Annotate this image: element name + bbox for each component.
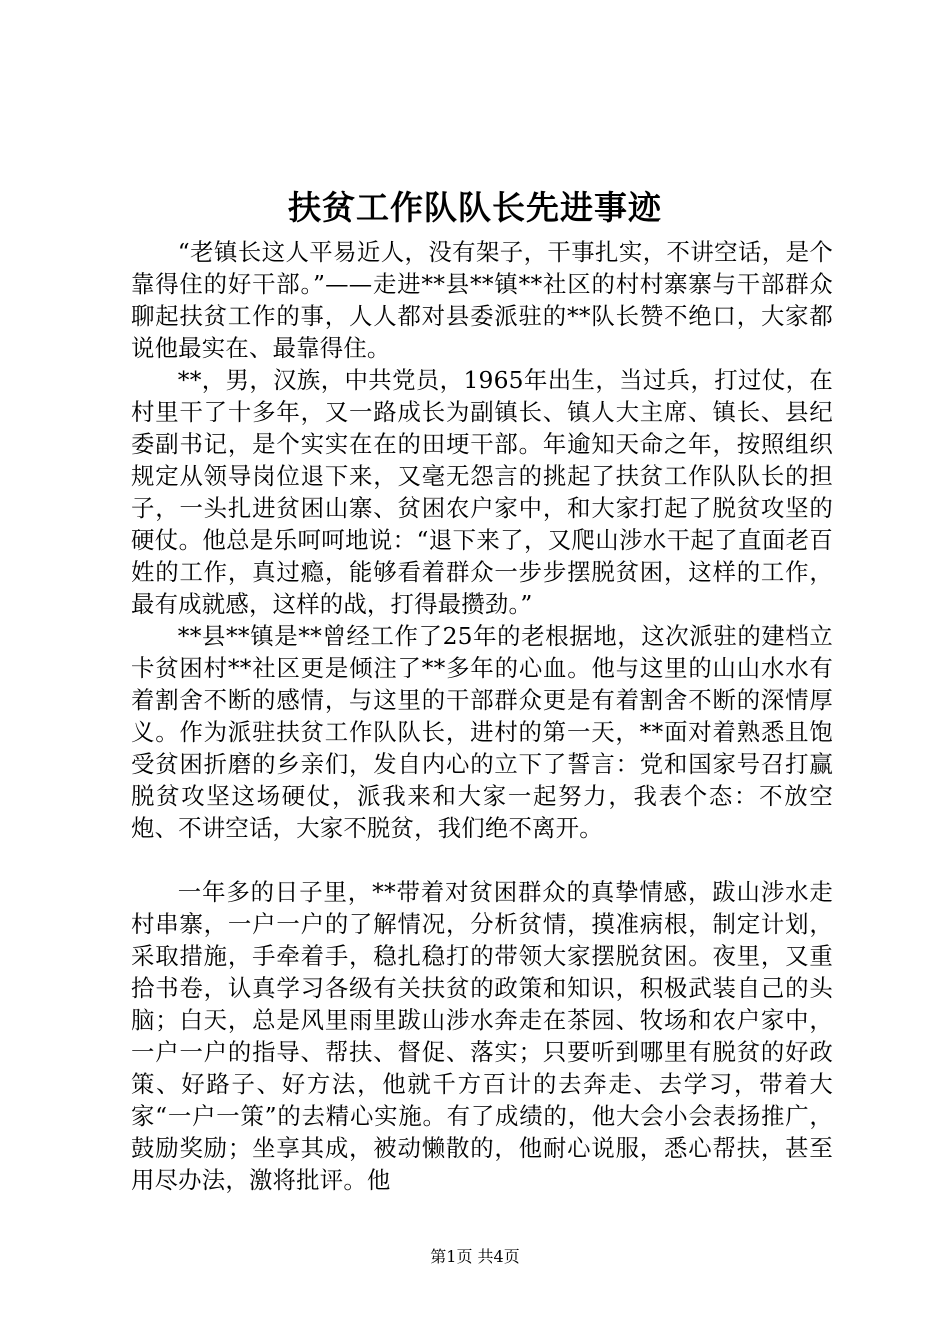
page-number-footer: 第1页 共4页 — [430, 1247, 520, 1266]
document-title: 扶贫工作队队长先进事迹 — [288, 188, 662, 227]
paragraph-4: 一年多的日子里，**带着对贫困群众的真挚情感，跋山涉水走村串寨，一户一户的了解情况，分析贫情，摸准病根，制定计划，采取措施，手牵着手，稳扎稳打的带领大家摆脱贫困。夜里，又重拾书卷，认真学习各级有关扶贫的政策和知识，积极武装自己的头脑；白天，总是风里雨里跋山涉水奔走在茶园、牧场和农户家中，一户一户的指导、帮扶、督促、落实；只要听到哪里有脱贫的好政策、好路子、好方法，他就千方百计的去奔走、去学习，带着大家“一户一策”的去精心实施。有了成绩的，他大会小会表扬推广，鼓励奖励；坐享其成，被动懒散的，他耐心说服，悉心帮扶，甚至用尽办法，激将批评。他 — [131, 878, 833, 1194]
paragraph-1: “老镇长这人平易近人，没有架子，干事扎实，不讲空话，是个靠得住的好干部。”——走进**县**镇**社区的村村寨寨与干部群众聊起扶贫工作的事，人人都对县委派驻的**队长赞不绝口，大家都说他最实在、最靠得住。 — [131, 238, 833, 362]
document-body — [131, 236, 833, 1196]
paragraph-3: **县**镇是**曾经工作了25年的老根据地，这次派驻的建档立卡贫困村**社区更是倾注了**多年的心血。他与这里的山山水水有着割舍不断的感情，与这里的干部群众更是有着割舍不断的深情厚义。作为派驻扶贫工作队队长，进村的第一天，**面对着熟悉且饱受贫困折磨的乡亲们，发自内心的立下了誓言：党和国家号召打赢脱贫攻坚这场硬仗，派我来和大家一起努力，我表个态：不放空炮、不讲空话，大家不脱贫，我们绝不离开。 — [131, 622, 833, 842]
paragraph-gap — [131, 844, 833, 876]
paragraph-2: **，男，汉族，中共党员，1965年出生，当过兵，打过仗，在村里干了十多年，又一路成长为副镇长、镇人大主席、镇长、县纪委副书记，是个实实在在的田埂干部。年逾知天命之年，按照组织规定从领导岗位退下来，又毫无怨言的挑起了扶贫工作队队长的担子，一头扎进贫困山寨、贫困农户家中，和大家打起了脱贫攻坚的硬仗。他总是乐呵呵地说：“退下来了，又爬山涉水干起了直面老百姓的工作，真过瘾，能够看着群众一步步摆脱贫困，这样的工作，最有成就感，这样的战，打得最攒劲。” — [131, 366, 833, 618]
